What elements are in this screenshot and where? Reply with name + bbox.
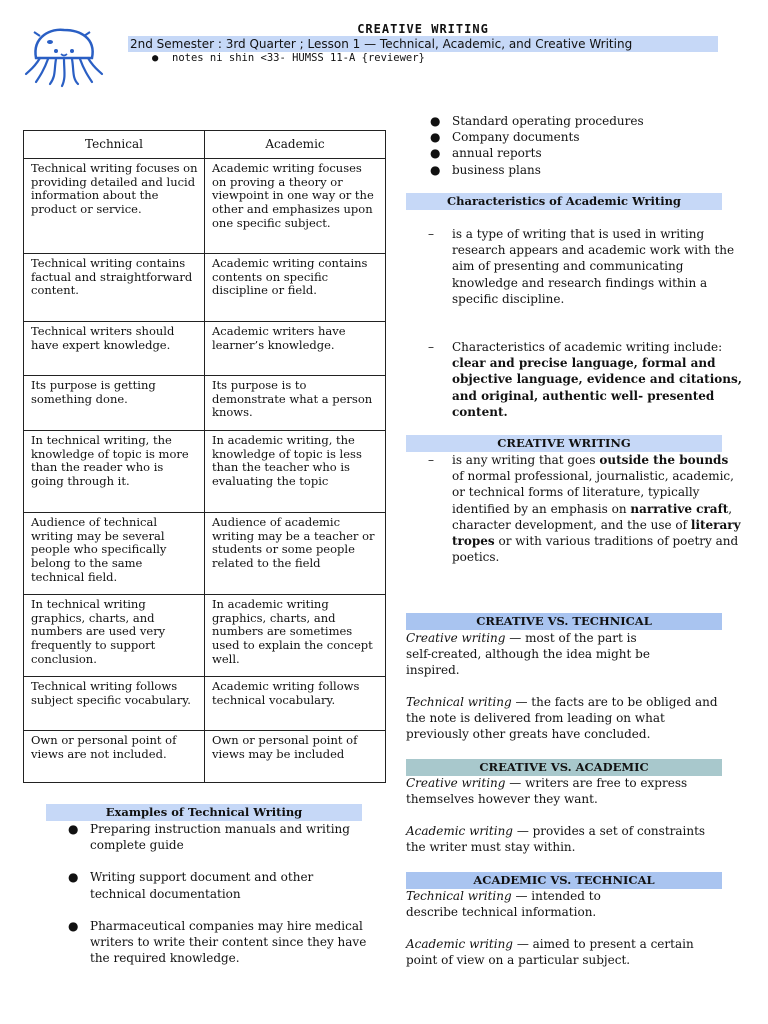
term: Creative writing — [406, 776, 506, 790]
table-row — [24, 677, 386, 731]
examples-heading: Examples of Technical Writing — [46, 804, 362, 821]
list-item-text: annual reports — [452, 146, 542, 161]
table-row — [24, 254, 386, 322]
table-cell: Audience of academic writing may be a teacher or students or some people related to the field — [205, 513, 386, 595]
description: — intended to describe technical information. — [406, 889, 601, 920]
creative-vs-academic-p2 — [406, 823, 722, 855]
creative-writing-heading: CREATIVE WRITING — [406, 435, 722, 452]
list-item — [430, 162, 730, 178]
table-cell: Academic writing contains contents on specific discipline or field. — [205, 254, 386, 322]
creative-text: or with various traditions of poetry and poetics. — [452, 534, 739, 565]
list-item — [430, 113, 730, 129]
list-item — [68, 869, 368, 901]
academic-characteristics-heading: Characteristics of Academic Writing — [406, 193, 722, 210]
table-cell: Academic writing follows technical vocabulary. — [205, 677, 386, 731]
creative-vs-academic-p1 — [406, 775, 722, 807]
table-cell: Own or personal point of views are not included. — [24, 731, 205, 783]
description: — most of the part is self-created, although the idea might be inspired. — [406, 631, 650, 678]
creative-text: is any writing that goes — [452, 453, 600, 467]
table-row — [24, 595, 386, 677]
description: — provides a set of constraints the writer must stay within. — [406, 824, 706, 855]
academic-vs-technical-p1 — [406, 888, 636, 920]
list-item-text: Writing support document and other technical documentation — [90, 870, 314, 901]
bullet-icon: ● — [68, 870, 79, 885]
term: Technical writing — [406, 695, 512, 709]
term: Academic writing — [406, 824, 513, 838]
table-cell: Technical writing focuses on providing detailed and lucid information about the product or service. — [24, 159, 205, 254]
description: — writers are free to express themselves however they want. — [406, 776, 688, 807]
examples-list — [68, 821, 368, 966]
column-header-academic: Academic — [205, 131, 386, 159]
list-item-text: Preparing instruction manuals and writing complete guide — [90, 822, 350, 853]
list-item-text: Company documents — [452, 130, 580, 145]
academic-vs-technical-heading: ACADEMIC VS. TECHNICAL — [406, 872, 722, 889]
table-cell: Academic writers have learner’s knowledge. — [205, 322, 386, 376]
academic-definition — [428, 226, 742, 307]
creative-bold-term: outside the bounds — [599, 453, 729, 467]
more-examples-list — [430, 113, 730, 178]
dash-icon: – — [428, 340, 434, 354]
notes-line — [152, 52, 425, 64]
list-item — [430, 145, 730, 161]
bullet-icon: ● — [430, 114, 441, 128]
list-item — [430, 129, 730, 145]
table-cell: In technical writing, the knowledge of topic is more than the reader who is going through it. — [24, 431, 205, 513]
table-cell: Its purpose is getting something done. — [24, 376, 205, 431]
bullet-icon: ● — [430, 146, 441, 161]
subtitle-banner: 2nd Semester : 3rd Quarter ; Lesson 1 — Technical, Academic, and Creative Writing — [128, 36, 718, 52]
creative-text: , character development, and the use of — [452, 501, 733, 532]
academic-definition-text: is a type of writing that is used in writing research appears and academic work with the aim of presenting and communicating knowledge and research findings within a specific discipline. — [452, 227, 735, 306]
table-row — [24, 322, 386, 376]
table-row — [24, 513, 386, 595]
creative-text: of normal professional, journalistic, academic, or technical forms of literature, typically identified by an emphasis on — [452, 469, 734, 516]
table-row — [24, 159, 386, 254]
list-item-text: Pharmaceutical companies may hire medical writers to write their content since they have the required knowledge. — [90, 918, 367, 966]
academic-characteristics-intro: Characteristics of academic writing include: — [452, 340, 723, 354]
creative-bold-term: literary tropes — [452, 517, 741, 549]
table-cell: Technical writers should have expert knowledge. — [24, 322, 205, 376]
table-cell: In technical writing graphics, charts, and numbers are used very frequently to support conclusion. — [24, 595, 205, 677]
table-row — [24, 731, 386, 783]
creative-vs-technical-heading: CREATIVE VS. TECHNICAL — [406, 613, 722, 630]
creative-vs-technical-p1 — [406, 630, 664, 679]
table-cell: In academic writing graphics, charts, and numbers are sometimes used to explain the concept well. — [205, 595, 386, 677]
table-cell: Its purpose is to demonstrate what a person knows. — [205, 376, 386, 431]
table-cell: Academic writing focuses on proving a theory or viewpoint in one way or the other and emphasizes upon one specific subject. — [205, 159, 386, 254]
jellyfish-mascot-icon — [22, 24, 104, 88]
table-row — [24, 376, 386, 431]
creative-vs-technical-p2 — [406, 694, 722, 743]
page-title: CREATIVE WRITING — [357, 22, 489, 36]
creative-bold-term: narrative craft — [630, 501, 729, 516]
academic-vs-technical-p2 — [406, 936, 722, 968]
list-item — [68, 918, 368, 967]
bullet-icon: ● — [430, 130, 441, 145]
table-cell: Technical writing follows subject specific vocabulary. — [24, 677, 205, 731]
description: — aimed to present a certain point of view on a particular subject. — [406, 937, 694, 968]
bullet-icon: ● — [68, 822, 79, 836]
term: Creative writing — [406, 631, 506, 645]
creative-vs-academic-heading: CREATIVE VS. ACADEMIC — [406, 759, 722, 776]
dash-icon: – — [428, 227, 434, 241]
table-cell: Technical writing contains factual and straightforward content. — [24, 254, 205, 322]
bullet-icon: ● — [68, 918, 79, 933]
table-row — [24, 431, 386, 513]
bullet-icon: ● — [430, 162, 441, 177]
creative-definition — [428, 452, 742, 565]
academic-characteristics-list: clear and precise language, formal and objective language, evidence and citations, and original, authentic well- presented content. — [452, 356, 742, 419]
table-cell: Audience of technical writing may be several people who specifically belong to the same technical field. — [24, 513, 205, 595]
bullet-icon: ● — [152, 52, 159, 64]
list-item — [68, 821, 368, 853]
academic-characteristics — [428, 339, 742, 420]
term: Academic writing — [406, 937, 513, 951]
table-cell: In academic writing, the knowledge of topic is less than the teacher who is evaluating the topic — [205, 431, 386, 513]
column-header-technical: Technical — [24, 131, 205, 159]
notes-text: notes ni shin <33- HUMSS 11-A {reviewer} — [172, 52, 425, 64]
table-header-row — [24, 131, 386, 159]
description: — the facts are to be obliged and the note is delivered from leading on what previously other greats have concluded. — [406, 695, 718, 742]
dash-icon: – — [428, 453, 434, 467]
term: Technical writing — [406, 889, 512, 903]
table-cell: Own or personal point of views may be included — [205, 731, 386, 783]
comparison-table — [23, 130, 386, 783]
list-item-text: Standard operating procedures — [452, 114, 644, 128]
list-item-text: business plans — [452, 162, 541, 177]
